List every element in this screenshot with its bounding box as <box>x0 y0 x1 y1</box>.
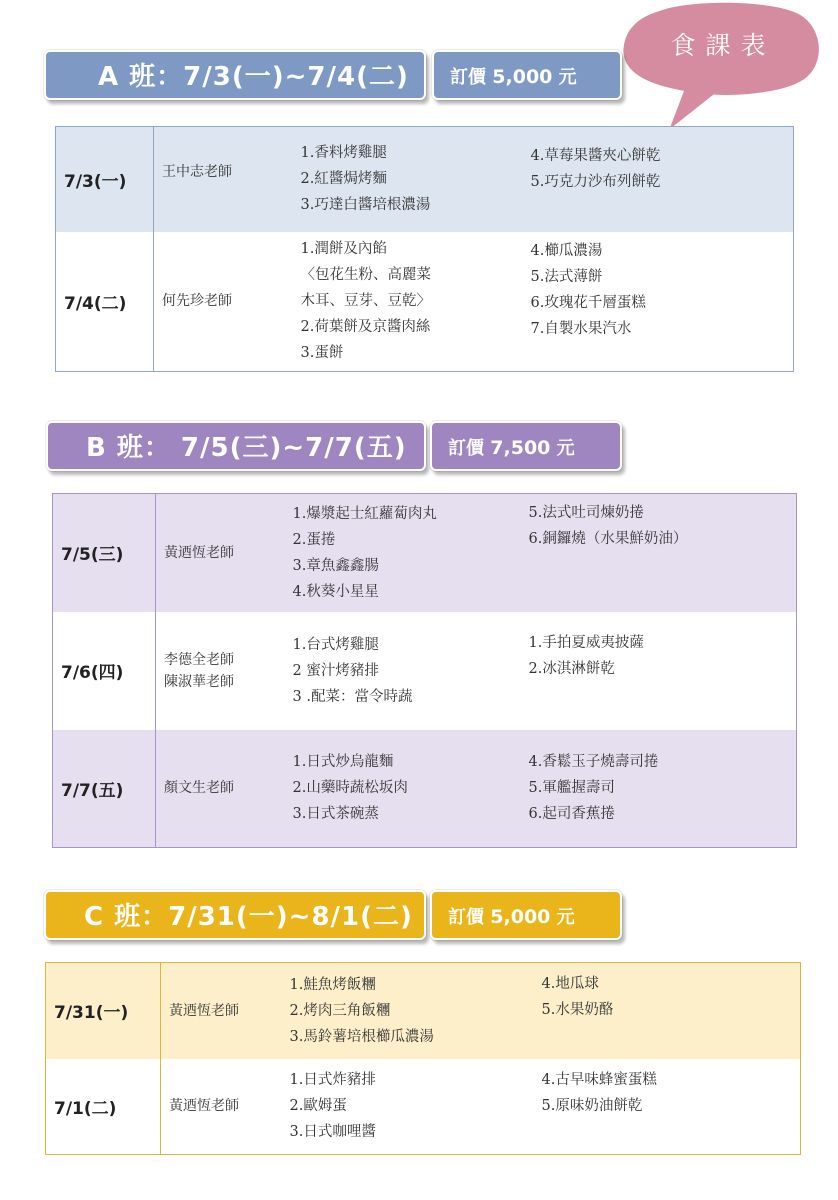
dish-item: 2.冰淇淋餅乾 <box>528 660 615 677</box>
teacher-names <box>156 612 292 730</box>
day-date: 7/31(一) <box>46 963 161 1059</box>
teacher-name: 何先珍老師 <box>162 293 232 310</box>
dish-list-right <box>541 963 801 1059</box>
dish-list-left <box>300 232 530 372</box>
dish-item: 5.巧克力沙布列餅乾 <box>530 174 661 190</box>
dish-list-left <box>292 730 528 848</box>
dish-item: 7.自製水果汽水 <box>530 320 632 337</box>
dish-item: 2.烤肉三角飯糰 <box>289 1002 391 1019</box>
price-unit: 元 <box>556 907 575 928</box>
price-value: 5,000 <box>492 66 553 88</box>
dish-item: 1.日式炒烏龍麵 <box>292 754 394 771</box>
price-label: 訂價 <box>448 438 484 459</box>
dish-item: 5.原味奶油餅乾 <box>541 1097 643 1114</box>
price-unit: 元 <box>556 438 575 459</box>
dish-item: 1.鮭魚烤飯糰 <box>289 976 376 993</box>
dish-item: 5.法式薄餅 <box>530 268 603 285</box>
day-date: 7/1(二) <box>46 1059 161 1155</box>
dish-item: 1.手拍夏威夷披薩 <box>528 634 644 651</box>
dish-list-right <box>530 232 794 372</box>
dish-list-right <box>530 127 794 232</box>
class-a-title: A 班：7/3(一)~7/4(二) <box>44 50 426 100</box>
dish-list-left <box>289 963 541 1059</box>
dish-item: 3.馬鈴薯培根櫛瓜濃湯 <box>289 1028 434 1045</box>
price-unit: 元 <box>558 67 577 88</box>
dish-item: 4.草莓果醬夾心餅乾 <box>530 148 661 164</box>
day-date: 7/3(一) <box>56 127 154 232</box>
teacher-name: 顏文生老師 <box>164 780 234 797</box>
dish-list-right <box>528 730 797 848</box>
table-row <box>53 612 797 730</box>
class-b-table <box>52 493 797 848</box>
dish-list-left <box>300 127 530 232</box>
dish-item: 3 .配菜：當令時蔬 <box>292 688 413 705</box>
dish-item: 1.潤餅及內餡 <box>300 241 387 258</box>
day-date: 7/7(五) <box>53 730 156 848</box>
dish-item: 4.秋葵小星星 <box>292 583 379 600</box>
dish-item: 木耳、豆芽、豆乾〉 <box>300 293 431 310</box>
dish-item: 2.荷葉餅及京醬肉絲 <box>300 319 431 336</box>
price-value: 5,000 <box>490 906 551 928</box>
dish-item: 4.古早味蜂蜜蛋糕 <box>541 1071 657 1088</box>
class-b-title: B 班： 7/5(三)~7/7(五) <box>46 421 426 471</box>
dish-list-right <box>528 612 797 730</box>
dish-item: 1.日式炸豬排 <box>289 1072 376 1089</box>
table-row <box>53 730 797 848</box>
day-date: 7/5(三) <box>53 494 156 612</box>
dish-item: 2.歐姆蛋 <box>289 1098 347 1115</box>
dish-item: 3.章魚鑫鑫腸 <box>292 557 379 574</box>
dish-item: 3.蛋餅 <box>300 345 344 362</box>
dish-item: 5.水果奶酪 <box>541 1002 614 1018</box>
teacher-name: 陳淑華老師 <box>164 673 234 690</box>
teacher-name: 黃迺恆老師 <box>169 1002 239 1019</box>
class-b-price <box>430 421 622 471</box>
table-row <box>53 494 797 612</box>
table-row <box>46 1059 801 1155</box>
class-c-title: C 班：7/31(一)~8/1(二) <box>44 890 426 940</box>
teacher-name: 黃迺恆老師 <box>164 544 234 561</box>
class-c-price <box>430 890 622 940</box>
day-date: 7/4(二) <box>56 232 154 372</box>
menu-title-label: 食課表 <box>670 31 776 60</box>
menu-speech-bubble <box>618 0 828 140</box>
dish-item: 6.玫瑰花千層蛋糕 <box>530 294 646 311</box>
dish-item: 4.地瓜球 <box>541 976 599 992</box>
dish-item: 3.巧達白醬培根濃湯 <box>300 197 431 214</box>
dish-item: 1.香料烤雞腿 <box>300 145 387 162</box>
dish-item: 1.爆漿起士紅蘿蔔肉丸 <box>292 505 437 522</box>
teacher-name: 黃迺恆老師 <box>169 1098 239 1115</box>
dish-list-left <box>292 494 528 612</box>
dish-item: 4.香鬆玉子燒壽司捲 <box>528 754 659 771</box>
dish-list-left <box>289 1059 541 1155</box>
table-row <box>46 963 801 1059</box>
table-row <box>56 127 794 232</box>
table-row <box>56 232 794 372</box>
dish-item: 1.台式烤雞腿 <box>292 636 379 653</box>
dish-item: 4.櫛瓜濃湯 <box>530 242 603 259</box>
dish-list-left <box>292 612 528 730</box>
dish-item: 2 蜜汁烤豬排 <box>292 662 379 679</box>
dish-item: 3.日式咖哩醬 <box>289 1124 376 1141</box>
price-label: 訂價 <box>448 907 484 928</box>
dish-list-right <box>528 494 797 612</box>
day-date: 7/6(四) <box>53 612 156 730</box>
class-a-table <box>55 126 794 372</box>
teacher-name: 李德全老師 <box>164 651 234 668</box>
price-label: 訂價 <box>450 67 486 88</box>
class-c-table <box>45 962 801 1155</box>
dish-item: 〈包花生粉、高麗菜 <box>300 267 431 284</box>
dish-item: 2.蛋捲 <box>292 531 336 548</box>
dish-item: 5.法式吐司煉奶捲 <box>528 505 644 521</box>
dish-item: 2.紅醬焗烤麵 <box>300 171 387 188</box>
dish-item: 6.銅鑼燒（水果鮮奶油） <box>528 531 688 547</box>
dish-item: 5.軍艦握壽司 <box>528 780 615 797</box>
dish-item: 3.日式茶碗蒸 <box>292 806 379 823</box>
class-a-price <box>432 50 622 100</box>
dish-item: 2.山藥時蔬松坂肉 <box>292 780 408 797</box>
dish-list-right <box>541 1059 801 1155</box>
price-value: 7,500 <box>490 437 551 459</box>
dish-item: 6.起司香蕉捲 <box>528 806 615 823</box>
teacher-name: 王中志老師 <box>162 164 232 180</box>
